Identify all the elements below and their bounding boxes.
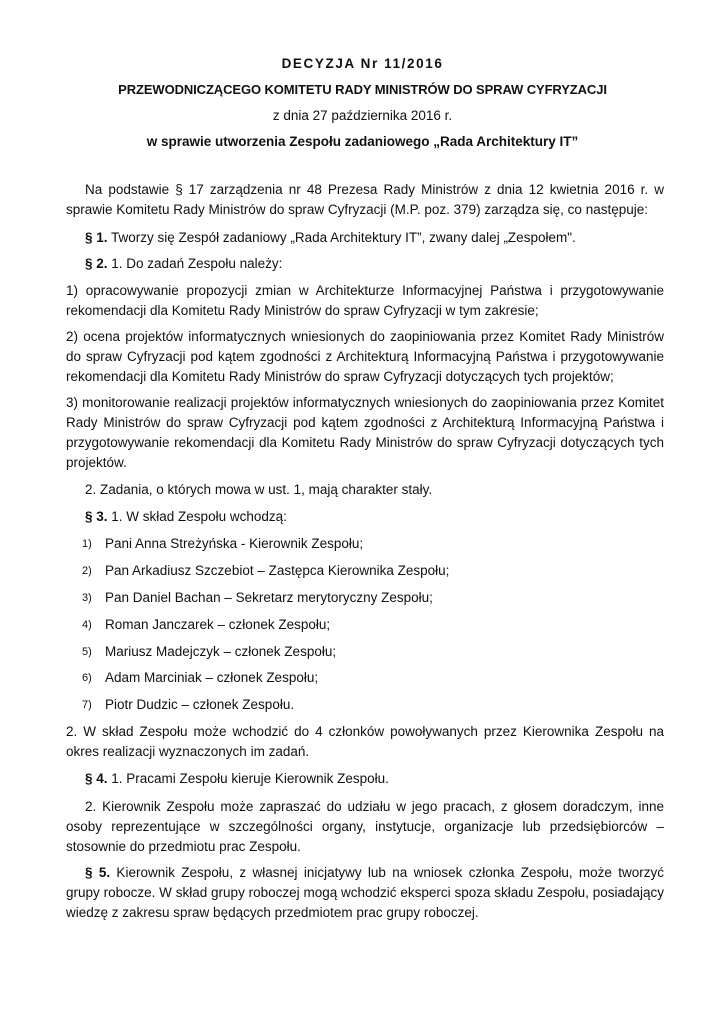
section-2-item-1: 1) opracowywanie propozycji zmian w Architekturze Informacyjnej Państwa i przygotowywanie rekomendacji dla Komitetu Rady Ministrów do spraw Cyfryzacji w tym zakresie; — [66, 283, 664, 318]
section-5-text: Kierownik Zespołu, z własnej inicjatywy lub na wniosek członka Zespołu, może tworzyć grupy robocze. W skład grupy roboczej mogą wchodzić eksperci spoza składu Zespołu, posiadający wiedzę z zakresu spraw będących przedmiotem prac grupy roboczej. — [66, 865, 664, 920]
member-text: Pani Anna Streżyńska - Kierownik Zespołu; — [105, 536, 364, 551]
section-4-mark: § 4. — [85, 771, 108, 786]
member-number: 1) — [82, 538, 92, 550]
member-number: 7) — [82, 699, 92, 711]
member-number: 2) — [82, 565, 92, 577]
section-2-item-3: 3) monitorowanie realizacji projektów informatycznych wniesionych do zaopiniowania przez Komitet Rady Ministrów do spraw Cyfryzacji pod kątem zgodności z Architekturą Informacyjną Państwa i przygotowywanie rekomendacji dla Komitetu Rady Ministrów do spraw Cyfryzacji dotyczących tych projektów. — [66, 395, 664, 470]
section-3-paragraph-2: 2. W skład Zespołu może wchodzić do 4 członków powoływanych przez Kierownika Zespołu na okres realizacji wyznaczonych im zadań. — [66, 724, 664, 759]
section-1-mark: § 1. — [85, 230, 108, 245]
section-1-text: Tworzy się Zespół zadaniowy „Rada Architektury IT”, zwany dalej „Zespołem". — [107, 230, 576, 245]
section-2-mark: § 2. — [85, 256, 108, 271]
document-title: DECYZJA Nr 11/2016 — [281, 56, 444, 71]
section-2-intro — [66, 254, 664, 274]
section-4-text: 1. Pracami Zespołu kieruje Kierownik Zespołu. — [107, 771, 389, 786]
section-3-intro-text: 1. W skład Zespołu wchodzą: — [107, 509, 287, 524]
document-issuer: PRZEWODNICZĄCEGO KOMITETU RADY MINISTRÓW DO SPRAW CYFRYZACJI — [118, 82, 607, 97]
member-number: 4) — [82, 619, 92, 631]
section-4-paragraph-1 — [66, 769, 664, 789]
section-3-intro — [66, 507, 664, 527]
section-1 — [66, 228, 664, 248]
member-text: Piotr Dudzic – członek Zespołu. — [105, 697, 295, 712]
section-3-mark: § 3. — [85, 509, 108, 524]
section-2-intro-text: 1. Do zadań Zespołu należy: — [107, 256, 283, 271]
document-subject: w sprawie utworzenia Zespołu zadaniowego „Rada Architektury IT” — [146, 134, 579, 149]
preamble: Na podstawie § 17 zarządzenia nr 48 Prezesa Rady Ministrów z dnia 12 kwietnia 2016 r. w sprawie Komitetu Rady Ministrów do spraw Cyfryzacji (M.P. poz. 379) zarządza się, co następuje: — [66, 182, 664, 217]
member-number: 6) — [82, 672, 92, 684]
member-text: Mariusz Madejczyk – członek Zespołu; — [105, 644, 337, 659]
member-number: 3) — [82, 592, 92, 604]
section-5 — [66, 863, 664, 923]
member-text: Pan Daniel Bachan – Sekretarz merytoryczny Zespołu; — [105, 590, 433, 605]
member-text: Adam Marciniak – członek Zespołu; — [105, 670, 319, 685]
document-date: z dnia 27 października 2016 r. — [272, 108, 453, 123]
member-text: Pan Arkadiusz Szczebiot – Zastępca Kierownika Zespołu; — [105, 563, 450, 578]
section-4-paragraph-2: 2. Kierownik Zespołu może zapraszać do udziału w jego pracach, z głosem doradczym, inne osoby reprezentujące w szczególności organy, instytucje, organizacje lub przedsiębiorców – stosownie do przedmiotu prac Zespołu. — [66, 799, 664, 854]
section-5-mark: § 5. — [85, 865, 111, 880]
member-number: 5) — [82, 646, 92, 658]
member-text: Roman Janczarek – członek Zespołu; — [105, 617, 331, 632]
section-2-item-2: 2) ocena projektów informatycznych wniesionych do zaopiniowania przez Komitet Rady Ministrów do spraw Cyfryzacji pod kątem zgodności z Architekturą Informacyjną Państwa i przygotowywanie rekomendacji dla Komitetu Rady Ministrów do spraw Cyfryzacji dotyczących tych projektów; — [66, 329, 664, 384]
section-2-paragraph-2: 2. Zadania, o których mowa w ust. 1, mają charakter stały. — [85, 482, 433, 497]
